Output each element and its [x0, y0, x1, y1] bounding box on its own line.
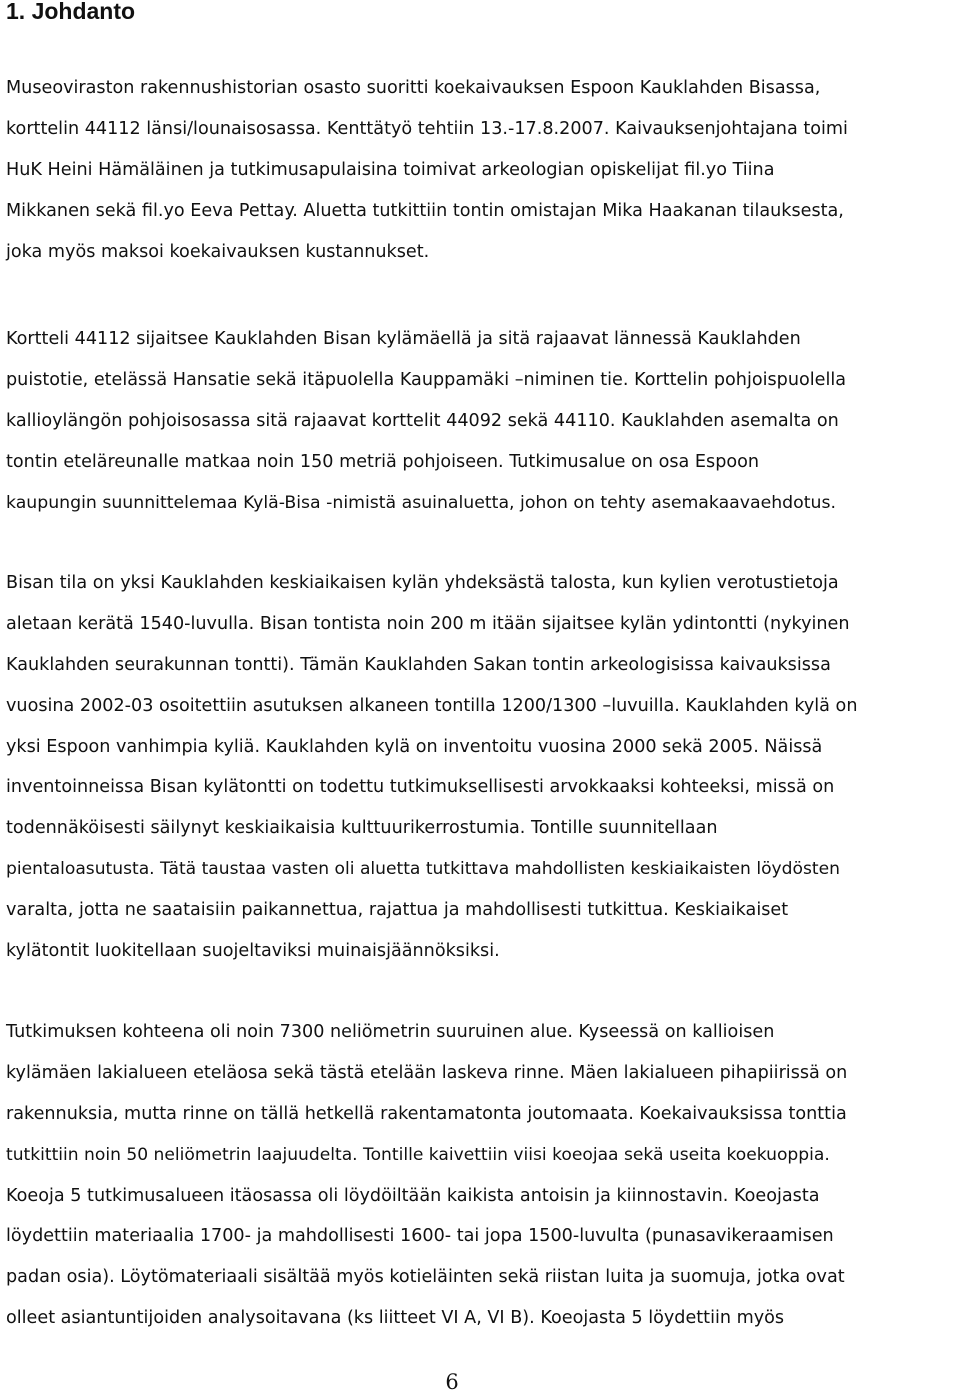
text-line: puistotie, etelässä Hansatie sekä itäpuolella Kauppamäki –niminen tie. Korttelin pohjoispuolella	[6, 369, 847, 390]
text-line: todennäköisesti säilynyt keskiaikaisia kulttuurikerrostumia. Tontille suunnitellaan	[6, 818, 718, 839]
text-line: korttelin 44112 länsi/lounaisosassa. Kenttätyö tehtiin 13.-17.8.2007. Kaivauksenjohtajana toimi	[6, 118, 848, 139]
text-line: varalta, jotta ne saataisiin paikannettua, rajattua ja mahdollisesti tutkittua. Keskiaikaiset	[6, 900, 789, 921]
text-line: Tutkimuksen kohteena oli noin 7300 neliömetrin suuruinen alue. Kyseessä on kallioisen	[6, 1022, 775, 1042]
text-line: yksi Espoon vanhimpia kyliä. Kauklahden kylä on inventoitu vuosina 2000 sekä 2005. Näissä	[6, 736, 823, 757]
text-line: joka myös maksoi koekaivauksen kustannukset.	[6, 241, 430, 262]
text-line: kaupungin suunnittelemaa Kylä-Bisa -nimistä asuinaluetta, johon on tehty asemakaavaehdotus.	[6, 492, 836, 513]
text-line: pientaloasutusta. Tätä taustaa vasten oli aluetta tutkittava mahdollisten keskiaikaisten löydösten	[6, 859, 840, 880]
text-line: aletaan kerätä 1540-luvulla. Bisan tontista noin 200 m itään sijaitsee kylän ydintontti (nykyinen	[6, 613, 850, 634]
paragraph-4	[6, 1012, 958, 1339]
text-line: HuK Heini Hämäläinen ja tutkimusapulaisina toimivat arkeologian opiskelijat fil.yo Tiina	[6, 159, 775, 180]
text-line: Kauklahden seurakunnan tontti). Tämän Kauklahden Sakan tontin arkeologisissa kaivauksissa	[6, 654, 831, 675]
paragraph-3	[6, 563, 958, 972]
text-line: löydettiin materiaalia 1700- ja mahdollisesti 1600- tai jopa 1500-luvulta (punasavikeraamisen	[6, 1226, 834, 1247]
paragraph-2	[6, 319, 958, 523]
text-line: kylätontit luokitellaan suojeltaviksi muinaisjäännöksiksi.	[6, 941, 500, 962]
text-line: padan osia). Löytömateriaali sisältää myös kotieläinten sekä riistan luita ja suomuja, jotka ovat	[6, 1267, 845, 1288]
text-line: olleet asiantuntijoiden analysoitavana (ks liitteet VI A, VI B). Koeojasta 5 löydettiin myös	[6, 1308, 785, 1329]
paragraph-1	[6, 68, 958, 272]
text-line: Bisan tila on yksi Kauklahden keskiaikaisen kylän yhdeksästä talosta, kun kylien verotustietoja	[6, 573, 839, 593]
text-line: kylämäen lakialueen eteläosa sekä tästä etelään laskeva rinne. Mäen lakialueen pihapiirissä on	[6, 1062, 848, 1083]
text-line: kallioylängön pohjoisosassa sitä rajaavat korttelit 44092 sekä 44110. Kauklahden asemalta on	[6, 410, 839, 431]
text-line: Museoviraston rakennushistorian osasto suoritti koekaivauksen Espoon Kauklahden Bisassa,	[6, 78, 821, 98]
text-line: rakennuksia, mutta rinne on tällä hetkellä rakentamatonta joutomaata. Koekaivauksissa tonttia	[6, 1103, 847, 1124]
text-line: vuosina 2002-03 osoitettiin asutuksen alkaneen tontilla 1200/1300 –luvuilla. Kauklahden kylä on	[6, 695, 858, 716]
text-line: Kortteli 44112 sijaitsee Kauklahden Bisan kylämäellä ja sitä rajaavat lännessä Kauklahden	[6, 329, 801, 349]
page-number: 6	[445, 1370, 459, 1394]
text-line: tontin eteläreunalle matkaa noin 150 metriä pohjoiseen. Tutkimusalue on osa Espoon	[6, 451, 760, 472]
section-heading: 1. Johdanto	[6, 0, 136, 24]
text-line: inventoinneissa Bisan kylätontti on todettu tutkimuksellisesti arvokkaaksi kohteeksi, missä on	[6, 777, 835, 798]
text-line: Koeoja 5 tutkimusalueen itäosassa oli löydöiltään kaikista antoisin ja kiinnostavin. Koeojasta	[6, 1185, 820, 1206]
text-line: tutkittiin noin 50 neliömetrin laajuudelta. Tontille kaivettiin viisi koeojaa sekä useita koekuoppia.	[6, 1144, 830, 1165]
text-line: Mikkanen sekä fil.yo Eeva Pettay. Aluetta tutkittiin tontin omistajan Mika Haakanan tilauksesta,	[6, 200, 844, 221]
